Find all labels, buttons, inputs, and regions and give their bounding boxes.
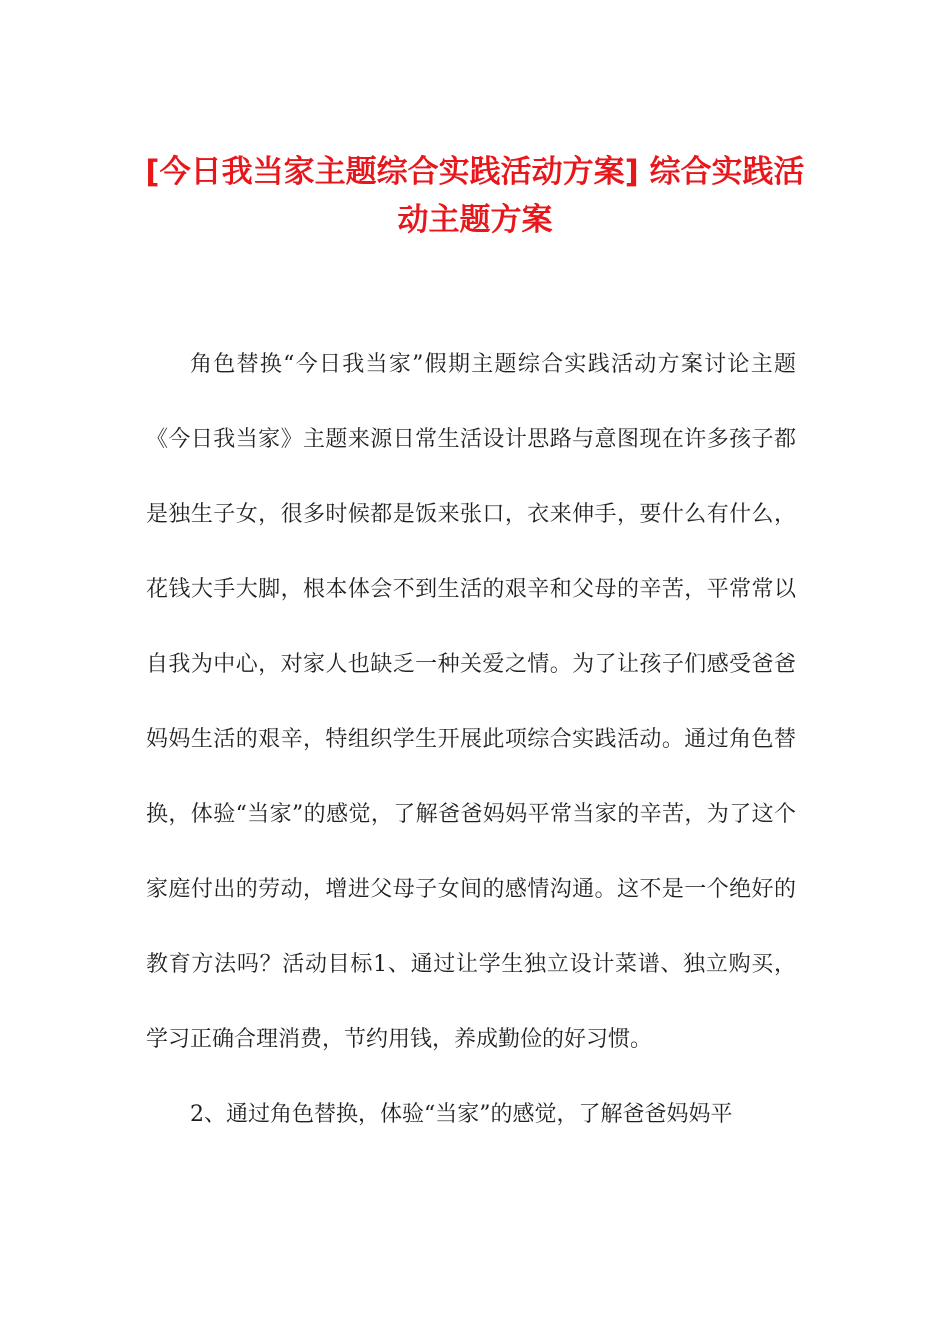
body-paragraph-1: 角色替换“今日我当家”假期主题综合实践活动方案讨论主题《今日我当家》主题来源日常生活设计思路与意图现在许多孩子都是独生子女，很多时候都是饭来张口，衣来伸手，要什么有什么，花钱大手大脚，根本体会不到生活的艰辛和父母的辛苦，平常常以自我为中心，对家人也缺乏一种关爱之情。为了让孩子们感受爸爸妈妈生活的艰辛，特组织学生开展此项综合实践活动。通过角色替换，体验“当家”的感觉，了解爸爸妈妈平常当家的辛苦，为了这个家庭付出的劳动，增进父母子女间的感情沟通。这不是一个绝好的教育方法吗？活动目标1、通过让学生独立设计菜谱、独立购买，学习正确合理消费，节约用钱，养成勤俭的好习惯。 bbox=[146, 352, 796, 1052]
body-paragraph-2: 2、通过角色替换，体验“当家”的感觉，了解爸爸妈妈平 bbox=[190, 1102, 733, 1127]
document-title: [今日我当家主题综合实践活动方案] 综合实践活动主题方案 bbox=[145, 154, 805, 238]
document-body bbox=[146, 327, 796, 1152]
